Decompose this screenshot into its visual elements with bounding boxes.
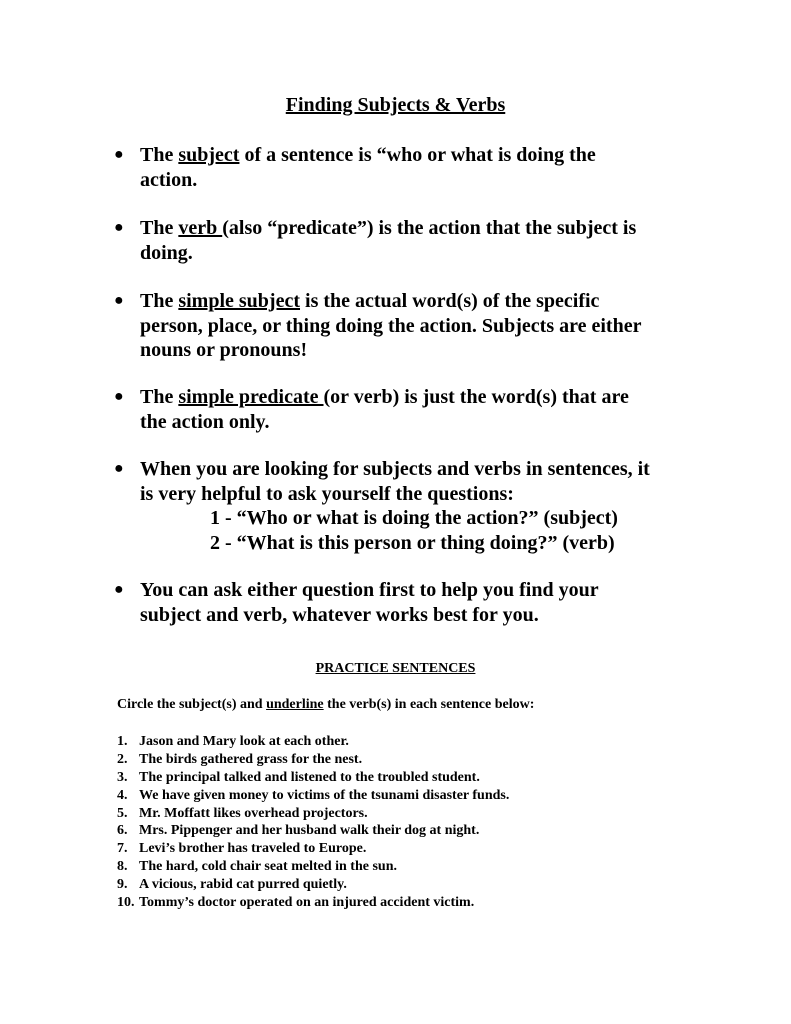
item-number: 10. (117, 895, 135, 911)
bullet-text: The (140, 386, 179, 408)
item-number: 4. (117, 787, 128, 803)
bullet-icon: ● (114, 219, 124, 236)
bullet-simple-predicate (114, 385, 674, 434)
bullet-icon: ● (114, 292, 124, 309)
list-item (117, 733, 509, 751)
bullet-icon: ● (114, 581, 124, 598)
question-2: 2 - “What is this person or thing doing?” (verb) (210, 531, 615, 554)
sentence-text: The hard, cold chair seat melted in the sun. (139, 859, 397, 875)
item-number: 7. (117, 841, 128, 857)
instruction-text: the verb(s) in each sentence below: (323, 697, 535, 712)
bullet-text: nouns or pronouns! (140, 339, 308, 361)
bullet-text: The (140, 144, 179, 166)
list-item (117, 894, 509, 912)
bullet-simple-subject (114, 289, 674, 363)
bullet-subject (114, 143, 674, 192)
bullet-text: doing. (140, 241, 193, 264)
bullet-text: subject and verb, whatever works best for you. (140, 603, 539, 626)
term-simple-subject: simple subject (178, 290, 301, 312)
bullet-text: (or verb) is just the word(s) that are (323, 386, 629, 408)
list-item (117, 858, 509, 876)
term-subject: subject (178, 144, 240, 166)
term-verb: verb (178, 217, 223, 239)
bullet-text: The (140, 217, 179, 239)
item-number: 6. (117, 823, 128, 839)
sentence-text: We have given money to victims of the tsunami disaster funds. (139, 787, 510, 803)
bullet-icon: ● (114, 146, 124, 163)
list-item (117, 787, 509, 805)
instruction-text: Circle the subject(s) and (117, 697, 267, 712)
bullet-text: person, place, or thing doing the action. Subjects are either (140, 314, 642, 337)
item-number: 2. (117, 751, 128, 767)
bullet-text: is very helpful to ask yourself the questions: (140, 482, 514, 505)
item-number: 1. (117, 734, 128, 749)
sentence-text: Tommy’s doctor operated on an injured accident victim. (139, 895, 475, 911)
sentence-text: A vicious, rabid cat purred quietly. (139, 877, 347, 893)
list-item (117, 840, 509, 858)
bullet-text: action. (140, 168, 198, 191)
bullet-verb (114, 216, 674, 265)
bullet-text: is the actual word(s) of the specific (300, 290, 600, 312)
page-title: Finding Subjects & Verbs (285, 94, 506, 116)
bullet-text: of a sentence is “who or what is doing the (239, 144, 596, 166)
item-number: 5. (117, 805, 128, 821)
practice-instruction (117, 697, 534, 713)
question-1: 1 - “Who or what is doing the action?” (subject) (210, 507, 618, 529)
sentence-text: Mrs. Pippenger and her husband walk their dog at night. (139, 823, 480, 839)
sentence-text: Levi’s brother has traveled to Europe. (139, 841, 367, 857)
list-item (117, 876, 509, 894)
term-simple-predicate: simple predicate (178, 386, 324, 408)
item-number: 9. (117, 877, 128, 893)
list-item (117, 769, 509, 787)
bullet-text: You can ask either question first to help you find your (140, 579, 599, 601)
bullet-text: (also “predicate”) is the action that the subject is (222, 217, 637, 239)
instruction-underline-term: underline (266, 697, 324, 712)
bullet-either-question (114, 578, 674, 627)
practice-sentence-list (117, 733, 509, 912)
sentence-text: Mr. Moffatt likes overhead projectors. (139, 805, 368, 821)
item-number: 3. (117, 769, 128, 785)
list-item (117, 822, 509, 840)
bullet-questions (114, 457, 674, 555)
bullet-text: the action only. (140, 410, 270, 433)
bullet-text: When you are looking for subjects and verbs in sentences, it (140, 458, 650, 480)
practice-heading: PRACTICE SENTENCES (315, 661, 476, 676)
bullet-text: The (140, 290, 179, 312)
item-number: 8. (117, 859, 128, 875)
list-item (117, 751, 509, 769)
sentence-text: Jason and Mary look at each other. (139, 734, 349, 749)
sentence-text: The principal talked and listened to the troubled student. (139, 769, 480, 785)
bullet-icon: ● (114, 460, 124, 477)
list-item (117, 805, 509, 823)
bullet-icon: ● (114, 388, 124, 405)
sentence-text: The birds gathered grass for the nest. (139, 751, 363, 767)
